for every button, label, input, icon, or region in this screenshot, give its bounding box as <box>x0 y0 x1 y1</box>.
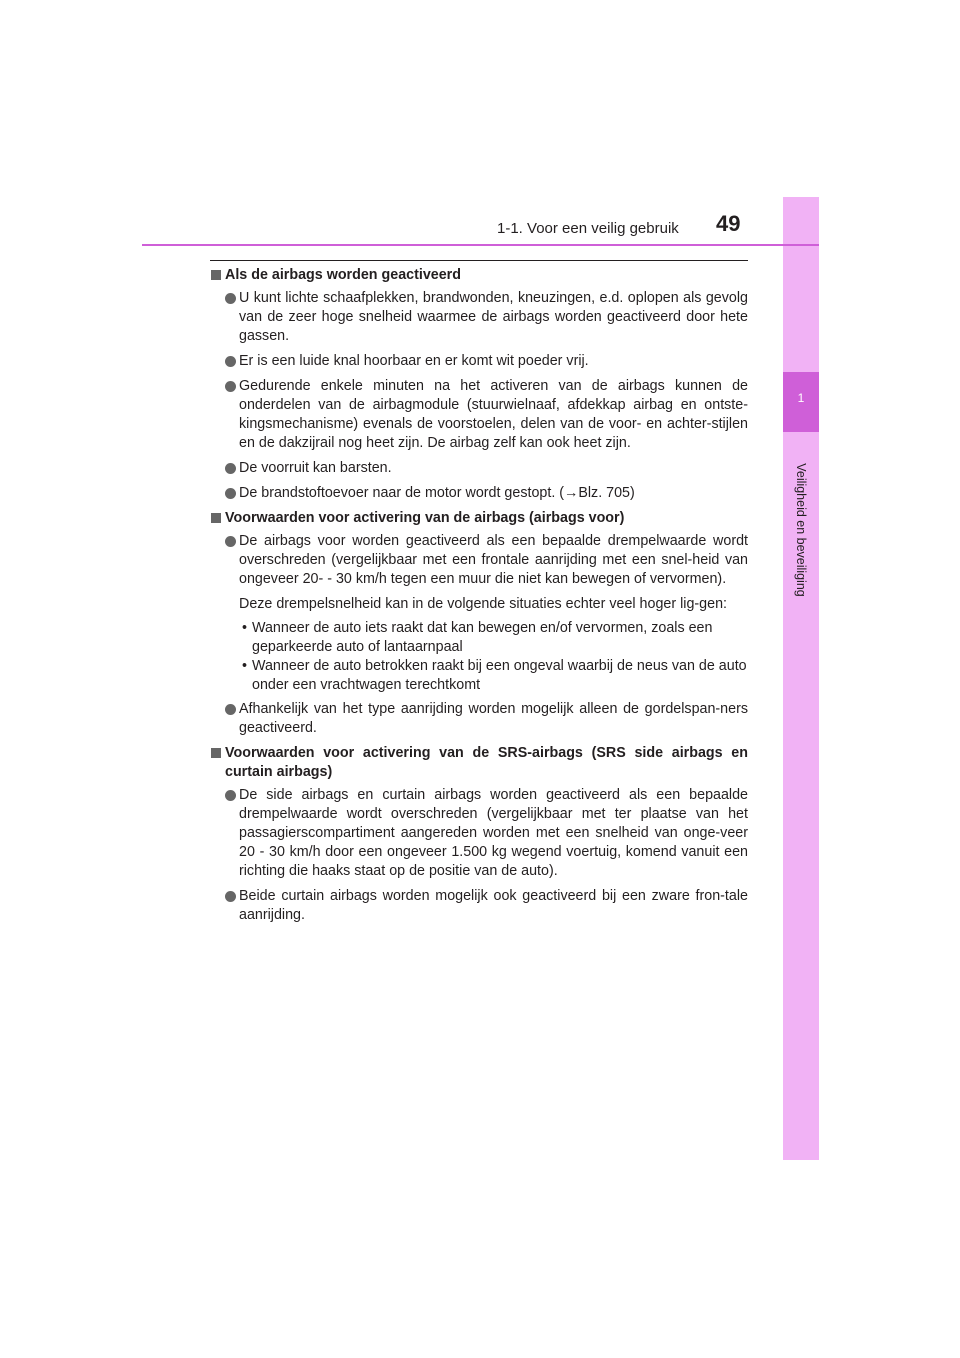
round-bullet-icon <box>225 790 236 801</box>
list-item: Beide curtain airbags worden mogelijk ook geactiveerd bij een zware fron-tale aanrijding. <box>210 887 748 925</box>
round-bullet-icon <box>225 356 236 367</box>
square-bullet-icon <box>211 748 221 758</box>
chapter-number: 1 <box>783 372 819 432</box>
paragraph: Deze drempelsnelheid kan in de volgende situaties echter veel hoger lig-gen: <box>239 596 727 612</box>
list-item: Afhankelijk van het type aanrijding worden mogelijk alleen de gordelspan-ners geactiveerd. <box>210 700 748 738</box>
list-item: Gedurende enkele minuten na het activeren van de airbags kunnen de onderdelen van de airbagmodule (stuurwielnaaf, afdekkap airbag en ontste-kingsmechanisme) evenals de voorstoelen, delen van de voor- en achter-stijlen en de dakzijrail nog heet zijn. De airbag zelf kan ook heet zijn. <box>210 377 748 453</box>
list-item: De side airbags en curtain airbags worden geactiveerd als een bepaalde drempelwaarde wordt overschreden (vergelijkbaar met ter plaatse van het passagierscompartiment aangereden worden met een snelheid van onge-veer 20 - 30 km/h door een ongeveer 1.500 kg wegend voertuig, komend vanuit een richting die haaks staat op de positie van de auto). <box>210 786 748 881</box>
section-title: 1-1. Voor een veilig gebruik <box>497 220 679 237</box>
round-bullet-icon <box>225 536 236 547</box>
round-bullet-icon <box>225 704 236 715</box>
sub-list-item: • Wanneer de auto betrokken raakt bij een ongeval waarbij de neus van de auto onder een vrachtwagen terechtkomt <box>242 658 747 693</box>
header-rule <box>142 244 819 246</box>
square-bullet-icon <box>211 513 221 523</box>
page-content <box>210 266 748 931</box>
sub-list-item: • Wanneer de auto iets raakt dat kan bewegen en/of vervormen, zoals een geparkeerde auto of lantaarnpaal <box>242 620 713 655</box>
list-item: De voorruit kan barsten. <box>210 459 748 478</box>
page-number: 49 <box>716 211 741 236</box>
content-top-rule <box>210 260 748 261</box>
section-heading-activation: Als de airbags worden geactiveerd <box>210 266 748 285</box>
list-item: De brandstoftoevoer naar de motor wordt gestopt. (→Blz. 705) <box>210 484 748 503</box>
square-bullet-icon <box>211 270 221 280</box>
dot-marker: • <box>242 658 248 674</box>
round-bullet-icon <box>225 463 236 474</box>
chapter-label: Veiligheid en beveiliging <box>794 463 808 597</box>
round-bullet-icon <box>225 488 236 499</box>
chapter-side-tab <box>783 197 819 1160</box>
section-heading-front-airbags: Voorwaarden voor activering van de airbags (airbags voor) <box>210 509 748 528</box>
list-item: Er is een luide knal hoorbaar en er komt wit poeder vrij. <box>210 352 748 371</box>
section-heading-srs-airbags: Voorwaarden voor activering van de SRS-airbags (SRS side airbags en curtain airbags) <box>210 744 748 782</box>
list-item: De airbags voor worden geactiveerd als een bepaalde drempelwaarde wordt overschreden (vergelijkbaar met een frontale aanrijding met een snel-heid van ongeveer 20- - 30 km/h tegen een muur die niet kan bewegen of vervormen). <box>210 532 748 589</box>
round-bullet-icon <box>225 293 236 304</box>
round-bullet-icon <box>225 891 236 902</box>
dot-marker: • <box>242 620 248 636</box>
list-item: U kunt lichte schaafplekken, brandwonden, kneuzingen, e.d. oplopen als gevolg van de zeer hoge snelheid waarmee de airbags worden geactiveerd door hete gassen. <box>210 289 748 346</box>
round-bullet-icon <box>225 381 236 392</box>
